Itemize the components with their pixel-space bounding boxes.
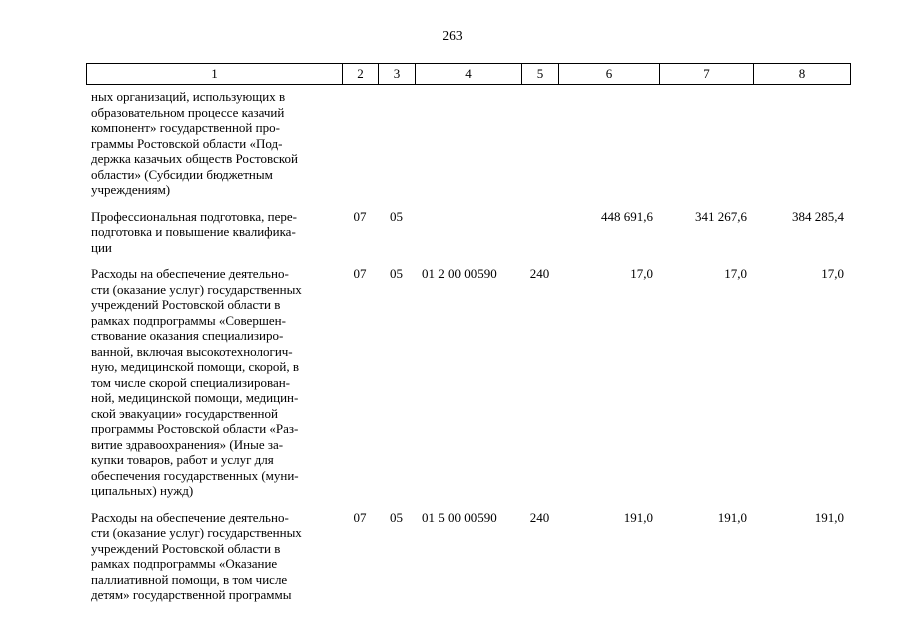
row-description: Расходы на обеспечение деятельно- сти (оказание услуг) государственных учреждений Ростовской области в рамках подпрограммы «Совершен- ствование оказания специализиро- ванной, включая высокотехнологич- ную, медицинской помощи, скорой, в том числе скорой специализирован- ной, медицинской помощи, медицин- ской эвакуации» государственной программы Ростовской области «Раз- витие здравоохранения» (Иные за- купки товаров, работ и услуг для обеспечения государственных (муни- ципальных) нужд) <box>91 266 302 498</box>
header-col-4: 4 <box>416 64 522 85</box>
cell-rz: 07 <box>353 208 367 224</box>
header-col-6: 6 <box>559 64 660 85</box>
header-col-3: 3 <box>379 64 416 85</box>
cell-value-1: 448 691,6 <box>601 208 653 224</box>
header-col-5: 5 <box>522 64 559 85</box>
cell-value-3: 191,0 <box>814 509 844 525</box>
cell-value-2: 341 267,6 <box>695 208 747 224</box>
cell-vr: 240 <box>529 266 550 281</box>
cell-value-3 <box>753 89 850 209</box>
header-col-7: 7 <box>660 64 754 85</box>
cell-csr: 01 5 00 00590 <box>422 509 497 525</box>
cell-pr: 05 <box>390 208 403 224</box>
cell-value-3: 17,0 <box>821 266 844 281</box>
cell-value-1: 17,0 <box>630 266 653 281</box>
cell-pr <box>378 89 415 209</box>
header-col-2: 2 <box>343 64 379 85</box>
cell-rz: 07 <box>353 509 367 525</box>
row-description: Профессиональная подготовка, пере- подготовка и повышение квалифика- ции <box>91 208 298 255</box>
cell-rz <box>342 89 378 209</box>
cell-value-2: 17,0 <box>724 266 747 281</box>
cell-rz: 07 <box>353 266 367 281</box>
cell-csr <box>415 209 521 267</box>
cell-vr <box>521 89 558 209</box>
cell-vr <box>521 209 558 267</box>
cell-value-2: 191,0 <box>717 509 747 525</box>
header-col-8: 8 <box>754 64 851 85</box>
cell-csr <box>415 89 521 209</box>
cell-vr: 240 <box>529 509 550 525</box>
cell-value-3: 384 285,4 <box>792 208 844 224</box>
header-col-1: 1 <box>87 64 343 85</box>
row-description: Расходы на обеспечение деятельно- сти (оказание услуг) государственных учреждений Ростовской области в рамках подпрограммы «Оказание паллиативной помощи, в том числе детям» государственной программы <box>91 509 302 602</box>
cell-pr: 05 <box>390 266 403 281</box>
cell-pr: 05 <box>390 509 403 525</box>
cell-value-1: 191,0 <box>623 509 653 525</box>
cell-csr: 01 2 00 00590 <box>422 266 497 281</box>
cell-value-1 <box>558 89 659 209</box>
table-header <box>86 63 851 85</box>
cell-value-2 <box>659 89 753 209</box>
row-description: ных организаций, использующих в образовательном процессе казачий компонент» государственной про- граммы Ростовской области «Под- держка казачьих обществ Ростовской области» (Субсидии бюджетным учреждениям) <box>91 89 298 197</box>
table-body <box>86 89 850 603</box>
page-number: 263 <box>442 28 463 43</box>
